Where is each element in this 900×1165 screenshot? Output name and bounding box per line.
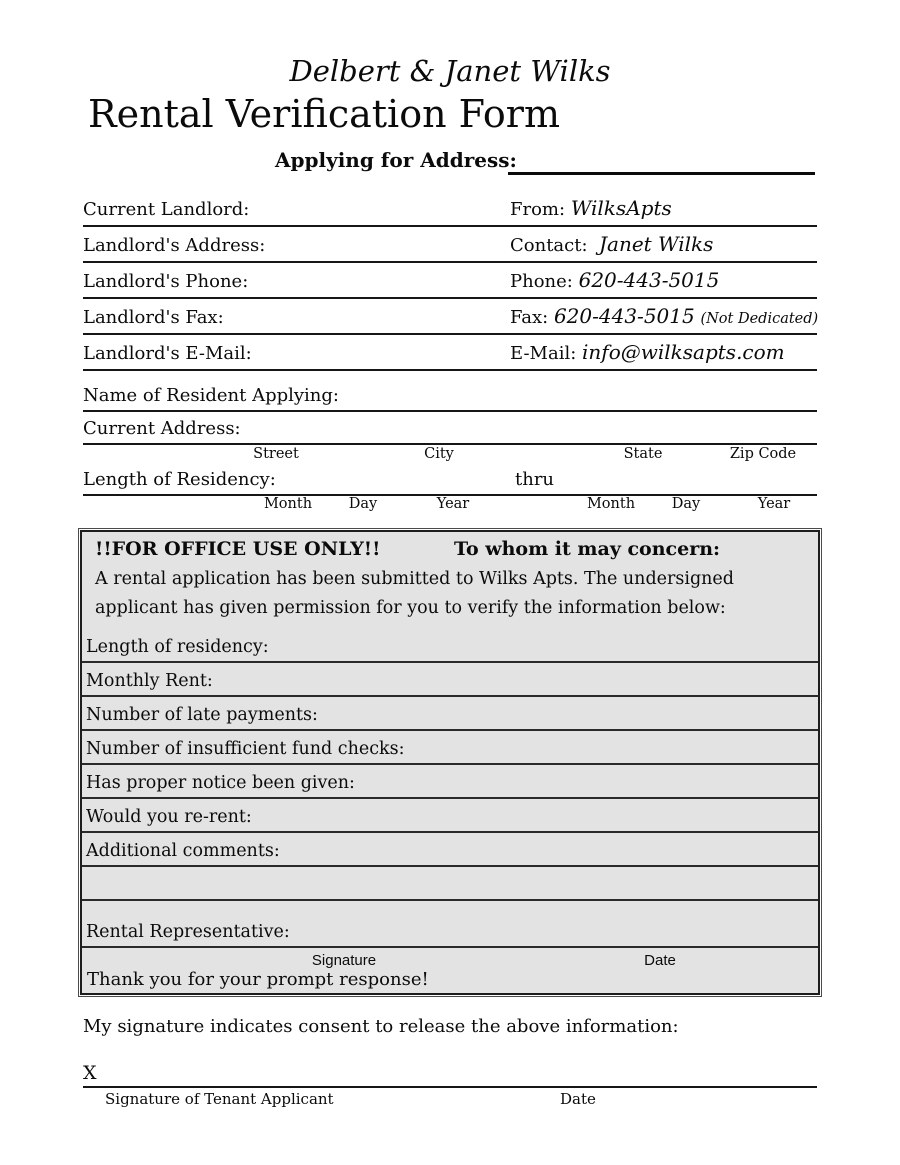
landlord-phone-label: Landlord's Phone: xyxy=(83,271,249,292)
residency-sublabel-row xyxy=(83,496,817,514)
rental-representative-label: Rental Representative: xyxy=(86,922,290,942)
year-sublabel: Year xyxy=(436,496,470,512)
additional-comments-extra-row[interactable] xyxy=(82,867,818,901)
fax-value: 620-443-5015 xyxy=(553,304,695,328)
applying-for-address-fill-line[interactable] xyxy=(508,150,815,175)
field-label: Number of late payments: xyxy=(86,705,318,725)
from-value: WilksApts xyxy=(570,196,672,220)
current-landlord-label: Current Landlord: xyxy=(83,199,250,220)
re-rent-field-row[interactable] xyxy=(82,799,818,833)
contact-value: Janet Wilks xyxy=(599,232,714,256)
page-title: Rental Verification Form xyxy=(88,92,560,136)
signature-sublabel: Signature xyxy=(311,952,377,969)
field-label: Has proper notice been given: xyxy=(86,773,355,793)
intro-paragraph-line: A rental application has been submitted to Wilks Apts. The undersigned xyxy=(95,569,734,589)
thru-label: thru xyxy=(515,469,555,490)
resident-name-row xyxy=(83,380,817,412)
owner-line: Delbert & Janet Wilks xyxy=(289,54,611,88)
address-sublabel-row xyxy=(83,446,817,464)
current-address-label: Current Address: xyxy=(83,418,241,439)
table-row xyxy=(83,299,817,335)
tenant-signature-label: Signature of Tenant Applicant xyxy=(105,1090,334,1108)
late-payments-field-row[interactable] xyxy=(82,697,818,731)
closing-text: Thank you for your prompt response! xyxy=(87,969,429,990)
month-sublabel: Month xyxy=(586,496,636,512)
intro-paragraph-line: applicant has given permission for you to verify the information below: xyxy=(95,598,726,618)
landlord-email-fill-line[interactable] xyxy=(273,337,503,369)
landlord-contact-section xyxy=(83,191,817,371)
landlord-fax-fill-line[interactable] xyxy=(273,301,503,333)
street-sublabel: Street xyxy=(253,446,299,462)
day-sublabel: Day xyxy=(671,496,701,512)
rental-representative-row[interactable] xyxy=(82,901,818,948)
residency-thru-fill-line[interactable] xyxy=(558,464,817,494)
from-label: From: xyxy=(510,199,566,220)
fax-note: (Not Dedicated) xyxy=(700,311,819,327)
tenant-signature-fill-line[interactable] xyxy=(83,1086,817,1088)
day-sublabel: Day xyxy=(348,496,378,512)
table-row xyxy=(83,263,817,299)
state-sublabel: State xyxy=(623,446,663,462)
current-address-fill-line[interactable] xyxy=(243,413,817,443)
phone-value: 620-443-5015 xyxy=(578,268,720,292)
table-row xyxy=(83,335,817,371)
signature-x-mark: X xyxy=(83,1062,97,1084)
city-sublabel: City xyxy=(424,446,454,462)
phone-label: Phone: xyxy=(510,271,573,292)
landlord-fax-label: Landlord's Fax: xyxy=(83,307,224,328)
office-use-only-box xyxy=(78,528,822,997)
residency-from-fill-line[interactable] xyxy=(268,464,508,494)
email-value: info@wilksapts.com xyxy=(582,340,785,364)
to-whom-heading: To whom it may concern: xyxy=(454,538,721,560)
consent-text: My signature indicates consent to release the above information: xyxy=(83,1016,679,1037)
field-label: Additional comments: xyxy=(86,841,280,861)
field-label: Would you re-rent: xyxy=(86,807,252,827)
resident-name-fill-line[interactable] xyxy=(338,380,817,410)
month-sublabel: Month xyxy=(263,496,313,512)
applying-for-address-label: Applying for Address: xyxy=(275,148,517,172)
additional-comments-field-row[interactable] xyxy=(82,833,818,867)
length-of-residency-field-row[interactable] xyxy=(82,629,818,663)
footer-date-label: Date xyxy=(560,1090,596,1108)
table-row xyxy=(83,191,817,227)
fax-label: Fax: xyxy=(510,307,549,328)
field-label: Length of residency: xyxy=(86,637,269,657)
landlord-phone-fill-line[interactable] xyxy=(273,265,503,297)
office-use-only-heading: !!FOR OFFICE USE ONLY!! xyxy=(95,538,381,560)
zip-code-sublabel: Zip Code xyxy=(729,446,797,462)
current-landlord-fill-line[interactable] xyxy=(273,193,503,225)
landlord-address-label: Landlord's Address: xyxy=(83,235,266,256)
table-row xyxy=(83,227,817,263)
email-label: E-Mail: xyxy=(510,343,577,364)
current-address-row xyxy=(83,413,817,445)
monthly-rent-field-row[interactable] xyxy=(82,663,818,697)
date-sublabel: Date xyxy=(644,952,676,969)
proper-notice-field-row[interactable] xyxy=(82,765,818,799)
year-sublabel: Year xyxy=(757,496,791,512)
length-of-residency-row xyxy=(83,464,817,496)
insufficient-fund-checks-field-row[interactable] xyxy=(82,731,818,765)
resident-name-label: Name of Resident Applying: xyxy=(83,385,339,406)
field-label: Monthly Rent: xyxy=(86,671,213,691)
office-use-only-inner xyxy=(80,530,820,995)
landlord-email-label: Landlord's E-Mail: xyxy=(83,343,252,364)
landlord-address-fill-line[interactable] xyxy=(273,229,503,261)
field-label: Number of insufficient fund checks: xyxy=(86,739,405,759)
length-of-residency-label: Length of Residency: xyxy=(83,469,276,490)
contact-label: Contact: xyxy=(510,235,588,256)
